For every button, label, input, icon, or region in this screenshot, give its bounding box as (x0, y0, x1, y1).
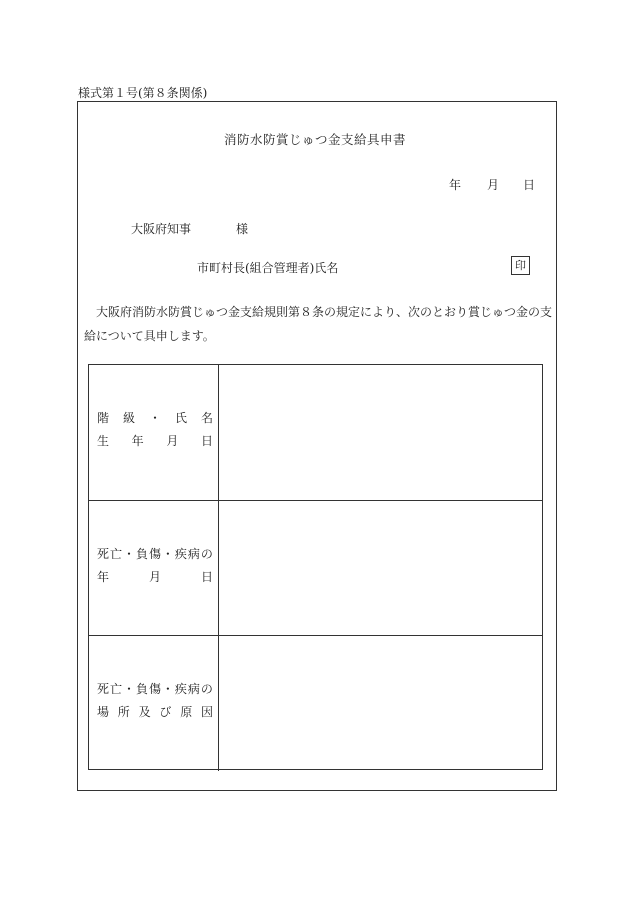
row-label (89, 501, 219, 636)
row-label-line2 (97, 703, 213, 723)
applicant-label: 市町村長(組合管理者)氏名 (197, 261, 339, 275)
label-char: ・ (161, 547, 174, 561)
table-row (89, 365, 542, 500)
label-char: 年 (97, 570, 110, 584)
label-char: 場 (97, 705, 110, 719)
addressee-name: 大阪府知事 (131, 222, 192, 236)
date-month-label: 月 (487, 178, 500, 192)
date-year-label: 年 (449, 178, 462, 192)
form-number: 様式第１号(第８条関係) (78, 86, 208, 100)
label-char: 死 (97, 547, 110, 561)
label-char: 傷 (148, 682, 161, 696)
label-char: ・ (122, 682, 135, 696)
label-char: 傷 (148, 547, 161, 561)
label-char: 年 (131, 434, 144, 448)
row-value-field[interactable] (219, 501, 542, 636)
row-label-line1 (97, 545, 213, 565)
label-char: 月 (148, 570, 161, 584)
label-char: 病 (187, 547, 200, 561)
label-char: 氏 (174, 411, 187, 425)
label-char: 階 (97, 411, 110, 425)
row-value-field[interactable] (219, 636, 542, 771)
info-table (88, 364, 543, 770)
date-line (449, 176, 535, 193)
label-char: 名 (200, 411, 213, 425)
label-char: 負 (135, 682, 148, 696)
label-char: ・ (122, 547, 135, 561)
label-char: び (159, 705, 172, 719)
table-row (89, 635, 542, 771)
document-title: 消防水防賞じゅつ金支給具申書 (223, 132, 406, 147)
row-label-line1 (97, 680, 213, 700)
label-char: 因 (200, 705, 213, 719)
addressee-honorific: 様 (236, 222, 249, 236)
label-char: 生 (97, 434, 110, 448)
label-char: 死 (97, 682, 110, 696)
label-char: 所 (117, 705, 130, 719)
label-char: 日 (200, 570, 213, 584)
label-char: 病 (187, 682, 200, 696)
label-char: 月 (166, 434, 179, 448)
row-label (89, 636, 219, 771)
row-label-line2 (97, 568, 213, 588)
label-char: ・ (148, 411, 161, 425)
row-label (89, 365, 219, 500)
body-text: 大阪府消防水防賞じゅつ金支給規則第８条の規定により、次のとおり賞じゅつ金の支給について具申します。 (84, 305, 553, 343)
label-char: 亡 (109, 682, 122, 696)
label-char: 負 (135, 547, 148, 561)
seal-box: 印 (511, 256, 530, 275)
label-char: の (200, 547, 213, 561)
label-char: の (200, 682, 213, 696)
table-row (89, 500, 542, 636)
label-char: 疾 (174, 547, 187, 561)
label-char: 亡 (109, 547, 122, 561)
row-label-line2 (97, 432, 213, 452)
label-char: ・ (161, 682, 174, 696)
label-char: 原 (180, 705, 193, 719)
date-day-label: 日 (523, 178, 536, 192)
label-char: 級 (122, 411, 135, 425)
label-char: 日 (200, 434, 213, 448)
label-char: 疾 (174, 682, 187, 696)
row-label-line1 (97, 409, 213, 429)
label-char: 及 (138, 705, 151, 719)
row-value-field[interactable] (219, 365, 542, 500)
